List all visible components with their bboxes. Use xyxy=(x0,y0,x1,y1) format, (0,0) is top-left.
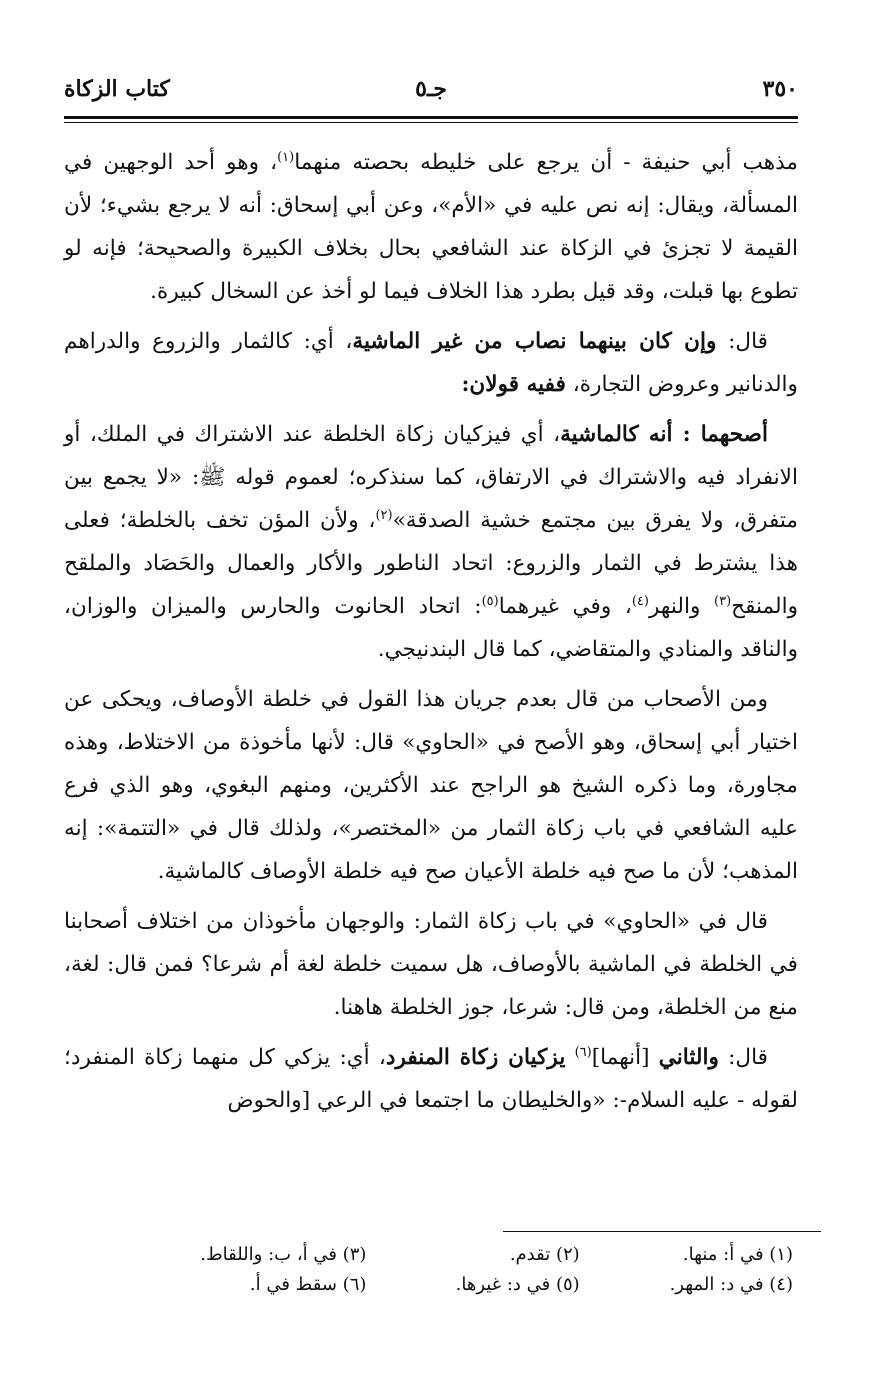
matn-text: يزكيان زكاة المنفرد xyxy=(385,1045,566,1070)
sharh-text: قال: xyxy=(716,329,769,354)
paragraph xyxy=(64,1036,798,1122)
paragraph xyxy=(64,900,798,1029)
volume-label: جـ٥ xyxy=(415,76,447,102)
page-header xyxy=(64,70,798,110)
footnote-separator xyxy=(503,1231,821,1232)
matn-text: وإن كان بينهما نصاب من غير الماشية xyxy=(352,329,717,354)
footnote-row xyxy=(153,1270,793,1300)
matn-text: والثاني xyxy=(658,1045,719,1070)
sharh-text: قال في «الحاوي» في باب زكاة الثمار: والوجهان مأخوذان من اختلاف أصحابنا في الخلطة في الماشية بالأوصاف، هل سميت خلطة لغة أم شرعا؟ فمن قال: لغة، منع من الخلطة، ومن قال: شرعا، جوز الخلطة هاهنا. xyxy=(64,909,798,1020)
sharh-text: : اتحاد الحانوت والحارس والميزان والوزان، والناقد والمنادي والمتقاضي، كما قال البندنيجي. xyxy=(64,594,798,662)
sharh-text: ، أي: يزكي كل منهما زكاة المنفرد؛ لقوله - عليه السلام-: «والخليطان ما اجتمعا في الرعي [والحوض xyxy=(64,1045,798,1113)
sharh-text: قال: xyxy=(718,1045,768,1070)
matn-text: أصحهما : أنه كالماشية xyxy=(560,422,768,447)
sharh-text: ، وفي غيرهما xyxy=(498,594,632,619)
footnote-marker: (٥) xyxy=(481,593,499,609)
page-number: ٣٥٠ xyxy=(762,76,798,102)
sharh-text xyxy=(565,1045,574,1070)
footnote: (٦) سقط في أ. xyxy=(249,1274,367,1295)
footnote: (٥) في د: غيرها. xyxy=(455,1274,580,1295)
sharh-text: ، ولأن المؤن تخف بالخلطة؛ فعلى هذا يشترط في الثمار والزروع: اتحاد الناطور والأكار والعمال والحَصَاد والملقح والمنقح xyxy=(64,508,799,619)
footnote-marker: (٦) xyxy=(574,1044,592,1060)
footnote-marker: (٢) xyxy=(375,507,393,523)
book-page xyxy=(64,70,798,1129)
paragraph xyxy=(64,678,798,893)
main-text xyxy=(64,141,798,1122)
footnote: (٣) في أ، ب: واللقاط. xyxy=(200,1244,367,1265)
sharh-text: والنهر xyxy=(648,594,714,619)
paragraph xyxy=(64,141,798,313)
sharh-text: مذهب أبي حنيفة - أن يرجع على خليطه بحصته منهما xyxy=(294,150,798,175)
header-rule-thick xyxy=(64,116,798,119)
header-rule-thin xyxy=(64,122,798,123)
paragraph xyxy=(64,413,798,671)
footnote-marker: (٤) xyxy=(631,593,649,609)
footnote: (١) في أ: منها. xyxy=(682,1244,793,1265)
sharh-text: ومن الأصحاب من قال بعدم جريان هذا القول في خلطة الأوصاف، ويحكى عن اختيار أبي إسحاق، وهو الأصح في «الحاوي» قال: لأنها مأخوذة من الاختلاط، وهذه مجاورة، وما ذكره الشيخ هو الراجح عند الأكثرين، ومنهم البغوي، وهو الذي فرع عليه الشافعي في باب زكاة الثمار من «المختصر»، ولذلك قال في «التتمة»: إنه المذهب؛ لأن ما صح فيه خلطة الأعيان صح فيه خلطة الأوصاف كالماشية. xyxy=(64,687,798,884)
sharh-text: ، أي فيزكيان زكاة الخلطة عند الاشتراك في الملك، أو الانفراد فيه والاشتراك في الارتفاق، كما سنذكره؛ لعموم قوله ﷺ: «لا يجمع بين متفرق، ولا يفرق بين مجتمع خشية الصدقة» xyxy=(64,422,798,533)
footnote-row xyxy=(153,1240,793,1270)
book-title: كتاب الزكاة xyxy=(64,76,170,102)
sharh-text: ، أي: كالثمار والزروع والدراهم والدنانير وعروض التجارة، xyxy=(64,329,798,397)
footnotes xyxy=(153,1240,793,1300)
matn-text: ففيه قولان: xyxy=(461,372,566,397)
footnote-marker: (١) xyxy=(277,149,295,165)
footnote-marker: (٣) xyxy=(714,593,732,609)
footnote: (٤) في د: المهر. xyxy=(669,1274,793,1295)
paragraph xyxy=(64,320,798,406)
sharh-text: ، وهو أحد الوجهين في المسألة، ويقال: إنه نص عليه في «الأم»، وعن أبي إسحاق: أنه لا يرجع بشيء؛ لأن القيمة لا تجزئ في الزكاة عند الشافعي بحال بخلاف الكبيرة والصحيحة؛ فإنه لو تطوع بها قبلت، وقد قيل بطرد هذا الخلاف فيما لو أخذ عن السخال كبيرة. xyxy=(64,150,798,304)
footnote: (٢) تقدم. xyxy=(509,1244,580,1265)
sharh-text: [أنهما] xyxy=(591,1045,659,1070)
